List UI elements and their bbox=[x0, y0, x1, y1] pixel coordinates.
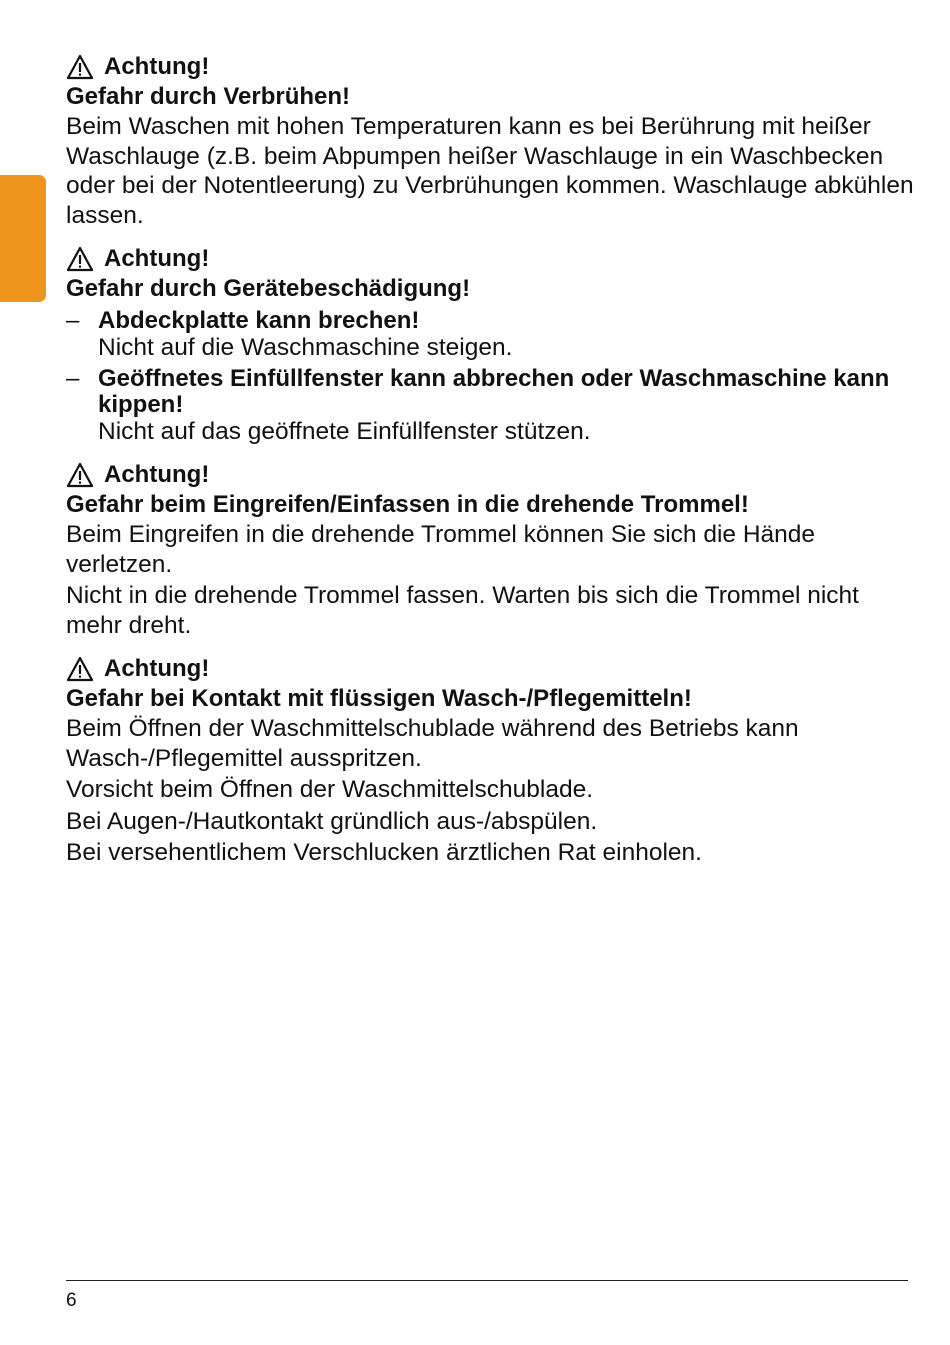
footer-divider bbox=[66, 1280, 908, 1281]
warning-block-device-damage bbox=[66, 244, 916, 446]
warning-label: Achtung! bbox=[104, 245, 210, 272]
warning-paragraph: Nicht in die drehende Trommel fassen. Warten bis sich die Trommel nicht mehr dreht. bbox=[66, 582, 859, 639]
list-item-text: Nicht auf das geöffnete Einfüllfenster stützen. bbox=[98, 418, 591, 445]
warning-title: Gefahr beim Eingreifen/Einfassen in die drehende Trommel! bbox=[66, 491, 749, 518]
warning-title: Gefahr durch Gerätebeschädigung! bbox=[66, 275, 471, 302]
warning-title: Gefahr durch Verbrühen! bbox=[66, 83, 351, 110]
warning-label: Achtung! bbox=[104, 655, 210, 682]
list-item bbox=[66, 366, 916, 446]
list-item-title: Abdeckplatte kann brechen! bbox=[98, 307, 420, 334]
warning-header bbox=[66, 460, 916, 490]
warning-block-scalding bbox=[66, 52, 916, 230]
warning-block-detergent-contact bbox=[66, 654, 916, 868]
warning-triangle-icon bbox=[66, 54, 94, 80]
list-item-title: Geöffnetes Einfüllfenster kann abbrechen oder Waschmaschine kann kippen! bbox=[98, 365, 890, 418]
warning-header bbox=[66, 244, 916, 274]
warning-paragraph: Bei versehentlichem Verschlucken ärztlichen Rat einholen. bbox=[66, 839, 702, 866]
warning-triangle-icon bbox=[66, 462, 94, 488]
page-content bbox=[66, 52, 916, 882]
warning-paragraph: Beim Waschen mit hohen Temperaturen kann es bei Berührung mit heißer Waschlauge (z.B. beim Abpumpen heißer Waschlauge in ein Waschbecken oder bei der Notentleerung) zu Verbrühungen kommen. Waschlauge abkühlen lassen. bbox=[66, 113, 914, 229]
section-tab-marker bbox=[0, 175, 46, 302]
warning-label: Achtung! bbox=[104, 53, 210, 80]
warning-title: Gefahr bei Kontakt mit flüssigen Wasch-/Pflegemitteln! bbox=[66, 685, 692, 712]
warning-triangle-icon bbox=[66, 246, 94, 272]
warning-block-rotating-drum bbox=[66, 460, 916, 640]
warning-paragraph: Vorsicht beim Öffnen der Waschmittelschublade. bbox=[66, 776, 594, 803]
warning-triangle-icon bbox=[66, 656, 94, 682]
warning-header bbox=[66, 52, 916, 82]
page-number: 6 bbox=[66, 1290, 77, 1311]
list-dash: – bbox=[66, 365, 80, 392]
warning-label: Achtung! bbox=[104, 461, 210, 488]
warning-paragraph: Bei Augen-/Hautkontakt gründlich aus-/abspülen. bbox=[66, 807, 598, 835]
list-dash: – bbox=[66, 307, 80, 334]
list-item-text: Nicht auf die Waschmaschine steigen. bbox=[98, 334, 513, 361]
warning-paragraph: Beim Öffnen der Waschmittelschublade während des Betriebs kann Wasch-/Pflegemittel ausspritzen. bbox=[66, 715, 799, 772]
warning-paragraph: Beim Eingreifen in die drehende Trommel können Sie sich die Hände verletzen. bbox=[66, 521, 816, 578]
list-item bbox=[66, 308, 916, 362]
warning-header bbox=[66, 654, 916, 684]
